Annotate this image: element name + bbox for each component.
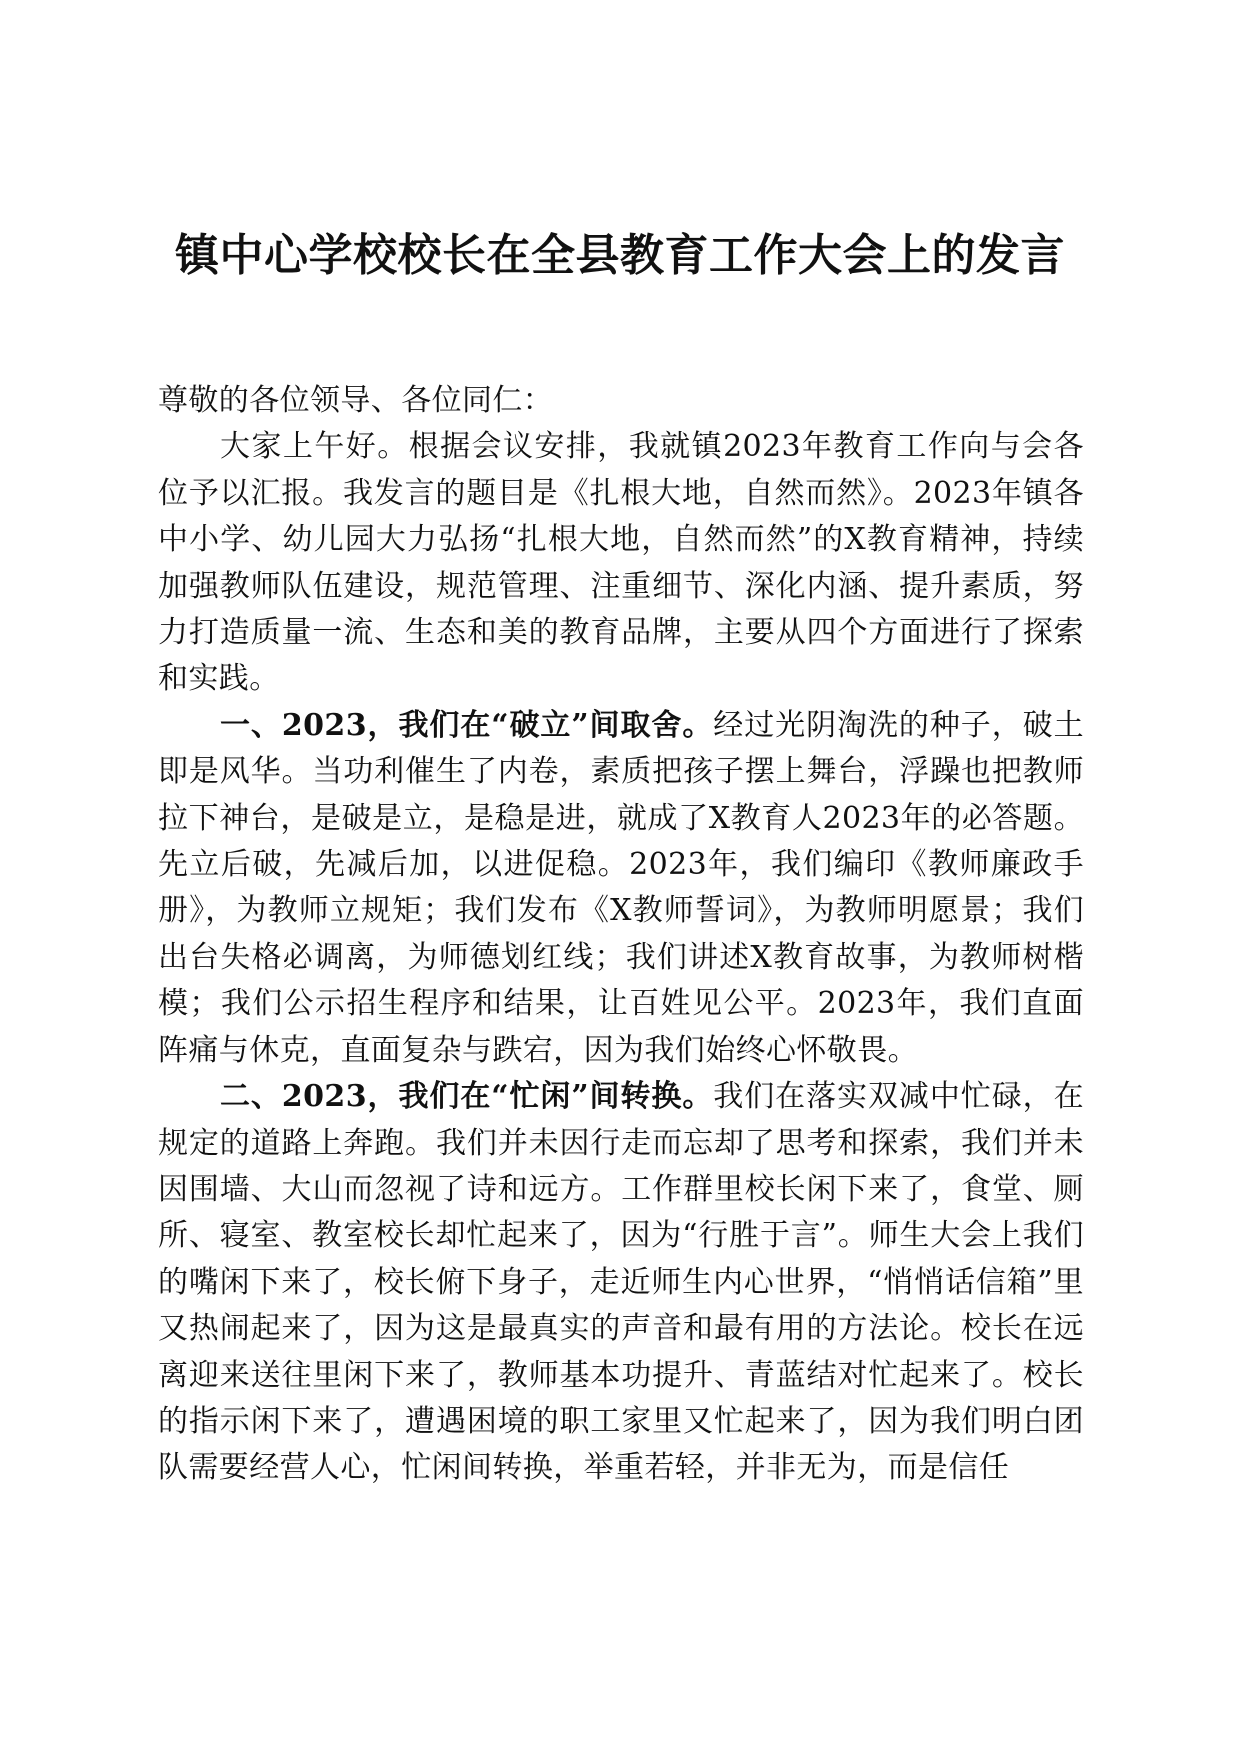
document-title: 镇中心学校校长在全县教育工作大会上的发言 (175, 230, 1065, 281)
salutation: 尊敬的各位领导、各位同仁： (158, 383, 554, 418)
document-body (158, 378, 1084, 1492)
paragraph-section-1 (158, 703, 1084, 1074)
section-heading: 一、2023，我们在“破立”间取舍。 (220, 707, 714, 743)
paragraph-text: 大家上午好。根据会议安排，我就镇2023年教育工作向与会各位予以汇报。我发言的题目是《扎根大地，自然而然》。2023年镇各中小学、幼儿园大力弘扬“扎根大地，自然而然”的X教育精神，持续加强教师队伍建设，规范管理、注重细节、深化内涵、提升素质，努力打造质量一流、生态和美的教育品牌，主要从四个方面进行了探索和实践。 (158, 429, 1084, 697)
paragraph-text: 我们在落实双减中忙碌，在规定的道路上奔跑。我们并未因行走而忘却了思考和探索，我们并未因围墙、大山而忽视了诗和远方。工作群里校长闲下来了，食堂、厕所、寝室、教室校长却忙起来了，因为“行胜于言”。师生大会上我们的嘴闲下来了，校长俯下身子，走近师生内心世界，“悄悄话信箱”里又热闹起来了，因为这是最真实的声音和最有用的方法论。校长在远离迎来送往里闲下来了，教师基本功提升、青蓝结对忙起来了。校长的指示闲下来了，遭遇困境的职工家里又忙起来了，因为我们明白团队需要经营人心，忙闲间转换，举重若轻，并非无为，而是信任 (158, 1079, 1084, 1486)
paragraph-intro (158, 424, 1084, 702)
section-heading: 二、2023，我们在“忙闲”间转换。 (220, 1079, 714, 1115)
paragraph-section-2 (158, 1074, 1084, 1492)
paragraph-text: 经过光阴淘洗的种子，破土即是风华。当功利催生了内卷，素质把孩子摆上舞台，浮躁也把教师拉下神台，是破是立，是稳是进，就成了X教育人2023年的必答题。先立后破，先减后加，以进促稳。2023年，我们编印《教师廉政手册》，为教师立规矩；我们发布《X教师誓词》，为教师明愿景；我们出台失格必调离，为师德划红线；我们讲述X教育故事，为教师树楷模；我们公示招生程序和结果，让百姓见公平。2023年，我们直面阵痛与休克，直面复杂与跌宕，因为我们始终心怀敬畏。 (158, 707, 1084, 1068)
